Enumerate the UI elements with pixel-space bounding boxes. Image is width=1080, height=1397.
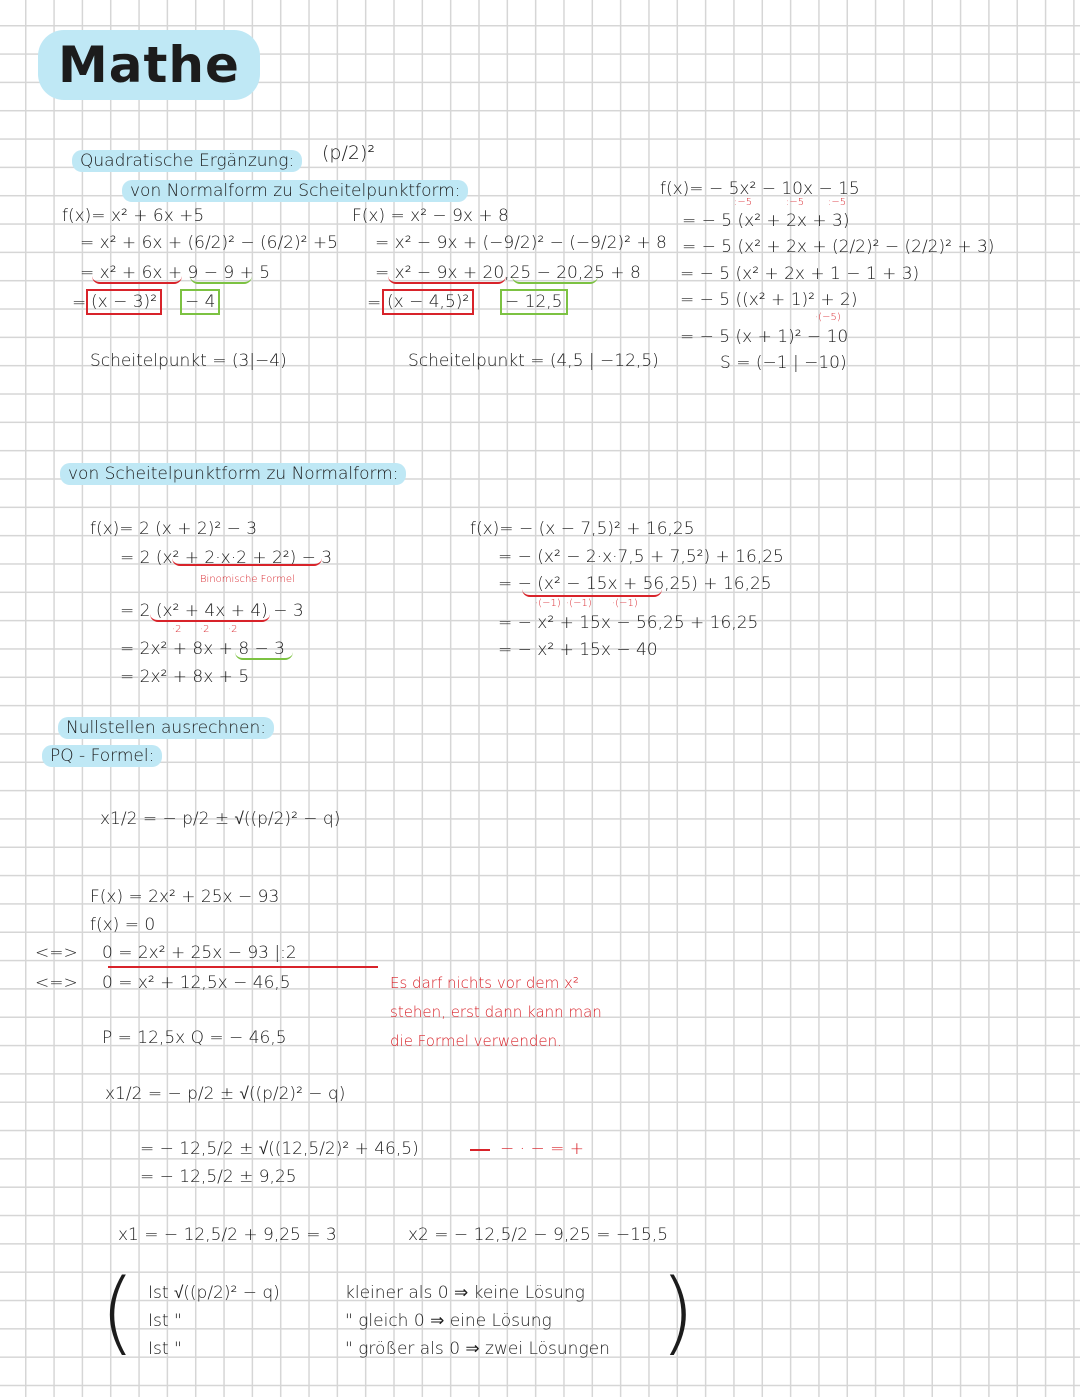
x2-result: x2 = − 12,5/2 − 9,25 = −15,5 bbox=[408, 1225, 669, 1245]
ex3-line: = − 5 (x + 1)² − 10 bbox=[680, 327, 849, 347]
s3-line: P = 12,5x Q = − 46,5 bbox=[102, 1028, 287, 1048]
ex3-line: f(x)= − 5x² − 10x − 15 bbox=[660, 179, 860, 199]
multiply-note: ·2 bbox=[172, 624, 182, 635]
s3-line: f(x) = 0 bbox=[90, 915, 156, 935]
red-arrow bbox=[470, 1149, 490, 1151]
vertex-result: S = (−1 | −10) bbox=[720, 353, 847, 373]
multiply-note: ·2 bbox=[228, 624, 238, 635]
multiply-note: ·(−1) bbox=[612, 598, 638, 609]
vertex-result: Scheitelpunkt = (4,5 | −12,5) bbox=[408, 351, 659, 371]
case-result: " gleich 0 ⇒ eine Lösung bbox=[345, 1311, 552, 1331]
case-condition: Ist " bbox=[148, 1339, 182, 1359]
red-brace bbox=[388, 276, 506, 284]
ex3-line: = − 5 ((x² + 1)² + 2) bbox=[680, 290, 858, 310]
s2-ex1-line: = 2 (x² + 2·x·2 + 2²) − 3 bbox=[120, 548, 333, 568]
ex3-note: ·(−5) bbox=[815, 312, 841, 323]
right-parenthesis: ) bbox=[660, 1260, 696, 1365]
s3-line: = − 12,5/2 ± 9,25 bbox=[140, 1167, 297, 1187]
s3-line: x1/2 = − p/2 ± √((p/2)² − q) bbox=[105, 1084, 346, 1104]
ex2-line: = bbox=[367, 293, 382, 313]
ex1-line: = bbox=[72, 293, 87, 313]
red-arrows bbox=[150, 614, 270, 622]
equivalence-sign: <=> bbox=[35, 943, 78, 963]
green-brace bbox=[235, 652, 293, 660]
note-line: Es darf nichts vor dem x² bbox=[390, 974, 579, 992]
ex2-line: = x² − 9x + (−9/2)² − (−9/2)² + 8 bbox=[375, 233, 667, 253]
note-line: die Formel verwenden. bbox=[390, 1032, 562, 1050]
subheading-normal-to-vertex: von Normalform zu Scheitelpunktform: bbox=[122, 180, 468, 202]
ex3-line: = − 5 (x² + 2x + 1 − 1 + 3) bbox=[680, 264, 920, 284]
s2-ex1-line: f(x)= 2 (x + 2)² − 3 bbox=[90, 519, 258, 539]
equivalence-sign: <=> bbox=[35, 973, 78, 993]
s2-ex1-line: = 2 (x² + 4x + 4) − 3 bbox=[120, 601, 304, 621]
heading-vertex-to-normal: von Scheitelpunktform zu Normalform: bbox=[60, 463, 406, 485]
ex3-note: :−5 bbox=[828, 197, 847, 208]
s3-line: 0 = x² + 12,5x − 46,5 bbox=[102, 973, 291, 993]
s2-ex1-line: = 2x² + 8x + 8 − 3 bbox=[120, 639, 286, 659]
case-condition: Ist " bbox=[148, 1311, 182, 1331]
note-line: stehen, erst dann kann man bbox=[390, 1003, 602, 1021]
ex3-line: = − 5 (x² + 2x + 3) bbox=[682, 211, 850, 231]
s2-ex1-line: = 2x² + 8x + 5 bbox=[120, 667, 250, 687]
ex1-line: = x² + 6x + (6/2)² − (6/2)² +5 bbox=[80, 233, 338, 253]
green-brace bbox=[190, 276, 252, 284]
multiply-note: ·(−1) bbox=[566, 598, 592, 609]
ex3-line: = − 5 (x² + 2x + (2/2)² − (2/2)² + 3) bbox=[682, 237, 995, 257]
vertex-result: Scheitelpunkt = (3|−4) bbox=[90, 351, 287, 371]
vertex-term-box: (x − 3)² bbox=[86, 289, 162, 315]
s3-line: 0 = 2x² + 25x − 93 |:2 bbox=[102, 943, 297, 963]
s2-ex2-line: = − (x² − 15x + 56,25) + 16,25 bbox=[498, 574, 772, 594]
ex3-note: :−5 bbox=[786, 197, 805, 208]
x1-result: x1 = − 12,5/2 + 9,25 = 3 bbox=[118, 1225, 337, 1245]
pq-formula: x1/2 = − p/2 ± √((p/2)² − q) bbox=[100, 809, 341, 829]
case-result: " größer als 0 ⇒ zwei Lösungen bbox=[345, 1339, 610, 1359]
sign-note: − · − = + bbox=[500, 1139, 584, 1159]
constant-box: − 12,5 bbox=[500, 289, 568, 315]
s2-ex2-line: = − (x² − 2·x·7,5 + 7,5²) + 16,25 bbox=[498, 547, 784, 567]
red-brace bbox=[172, 558, 322, 566]
binomial-note: Binomische Formel bbox=[200, 574, 295, 585]
s3-line: = − 12,5/2 ± √((12,5/2)² + 46,5) bbox=[140, 1139, 419, 1159]
s2-ex2-line: f(x)= − (x − 7,5)² + 16,25 bbox=[470, 519, 695, 539]
red-arrow bbox=[108, 966, 378, 968]
green-brace bbox=[512, 276, 598, 284]
left-parenthesis: ( bbox=[100, 1260, 136, 1365]
vertex-term-box: (x − 4,5)² bbox=[382, 289, 474, 315]
red-brace bbox=[92, 276, 182, 284]
ex3-note: :−5 bbox=[734, 197, 753, 208]
subheading-pq-formula: PQ - Formel: bbox=[42, 745, 162, 767]
multiply-note: ·2 bbox=[200, 624, 210, 635]
case-result: kleiner als 0 ⇒ keine Lösung bbox=[345, 1283, 585, 1303]
ex2-line: F(x) = x² − 9x + 8 bbox=[352, 206, 509, 226]
red-arrows bbox=[522, 589, 662, 597]
heading-quadratic-completion: Quadratische Ergänzung: bbox=[72, 150, 302, 172]
page-title: Mathe bbox=[38, 30, 260, 100]
ex1-line: f(x)= x² + 6x +5 bbox=[62, 206, 205, 226]
s3-line: F(x) = 2x² + 25x − 93 bbox=[90, 887, 280, 907]
s2-ex2-line: = − x² + 15x − 40 bbox=[498, 640, 658, 660]
ex2-line: = x² − 9x + 20,25 − 20,25 + 8 bbox=[375, 263, 641, 283]
s2-ex2-line: = − x² + 15x − 56,25 + 16,25 bbox=[498, 613, 759, 633]
multiply-note: ·(−1) bbox=[535, 598, 561, 609]
formula-hint: (p/2)² bbox=[322, 142, 375, 164]
ex1-line: = x² + 6x + 9 − 9 + 5 bbox=[80, 263, 271, 283]
heading-zeros: Nullstellen ausrechnen: bbox=[58, 717, 274, 739]
constant-box: − 4 bbox=[180, 289, 220, 315]
case-condition: Ist √((p/2)² − q) bbox=[148, 1283, 280, 1303]
